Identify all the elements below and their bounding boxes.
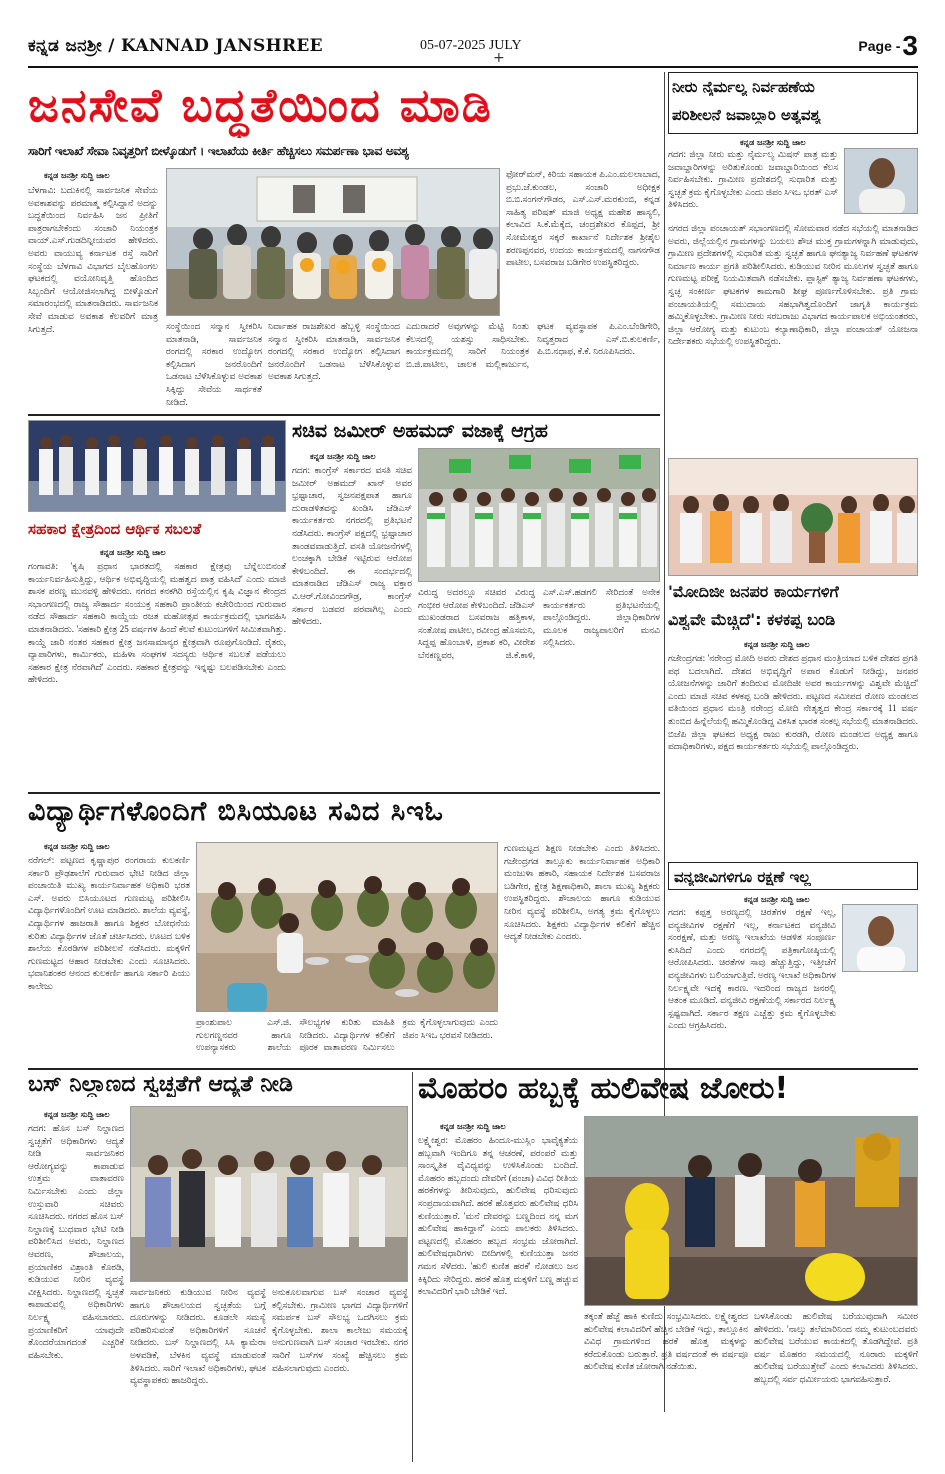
waqf-body-left: ಗದಗ: ಕಾಂಗ್ರೆಸ್ ಸರ್ಕಾರದ ವಸತಿ ಸಚಿವ ಜಮೀರ್ ಅಹಮದ್ ಖಾನ್ ಅವರ ಭ್ರಷ್ಟಾಚಾರ, ಸ್ವಜನಪಕ್ಷಪಾತ ಹಾಗೂ ದುರಾಡಳಿತವನ್ನು ಖಂಡಿಸಿ ಜೆಡಿಎಸ್ ಕಾರ್ಯಕರ್ತರು ನಗರದಲ್ಲಿ ಪ್ರತಿಭಟನೆ ನಡೆಸಿದರು. ಕಾಂಗ್ರೆಸ್ ಪಕ್ಷದಲ್ಲಿ ಭ್ರಷ್ಟಾಚಾರ ತಾಂಡವವಾಡುತ್ತಿದೆ. ವಸತಿ ಯೋಜನೆಗಳಲ್ಲಿ ಲಂಚಕ್ಕಾಗಿ ಬೇಡಿಕೆ ಇಟ್ಟಿರುವ ಆರೋಪ ಕೇಳಿಬಂದಿದೆ. ಈ ಸಂದರ್ಭದಲ್ಲಿ ಮಾತನಾಡಿದ ಜೆಡಿಎಸ್ ರಾಜ್ಯ ವಕ್ತಾರ ವಿ.ಆರ್.ಗೋವಿಂದಗೌಡ್ರ, ಕಾಂಗ್ರೆಸ್ ಸರ್ಕಾರ ಬಡವರ ಪರವಾಗಿಲ್ಲ ಎಂದು ಹೇಳಿದರು. — [292, 465, 412, 627]
coop-body: ಗಂಗಾವತಿ: 'ಕೃಷಿ ಪ್ರಧಾನ ಭಾರತದಲ್ಲಿ ಸಹಕಾರ ಕ್ಷೇತ್ರವು ಬೆನ್ನೆಲುಬಿನಂತೆ ಕಾರ್ಯನಿರ್ವಹಿಸುತ್ತಿದ್ದು, ಆರ್ಥಿಕ ಅಭಿವೃದ್ಧಿಯಲ್ಲಿ ಮಹತ್ವದ ಪಾತ್ರ ವಹಿಸಿದೆ' ಎಂದು ಮಾಜಿ ಶಾಸಕ ಪರಣ್ಣ ಮುನವಳ್ಳಿ ಹೇಳಿದರು. ನಗರದ ಕನಕಗಿರಿ ರಸ್ತೆಯಲ್ಲಿನ ಕೃಷಿ ವಿಜ್ಞಾನ ಕೇಂದ್ರದ ಸಭಾಂಗಣದಲ್ಲಿ ರಾಜ್ಯ ಸೌಹಾರ್ದ ಸಂಯುಕ್ತ ಸಹಕಾರಿ ಪ್ರಾಂತೀಯ ಕಚೇರಿಯಿಂದ ಗುರುವಾರ ನಡೆದ ಸೌಹಾರ್ದ ಸಹಕಾರಿ ಕಾಯ್ದೆಯ ರಜತ ಮಹೋತ್ಸವ ಕಾರ್ಯಕ್ರಮದಲ್ಲಿ ಭಾಗವಹಿಸಿ ಮಾತನಾಡಿದರು. 'ಸಹಕಾರಿ ಕ್ಷೇತ್ರ 25 ವರ್ಷಗಳ ಹಿಂದೆ ಕೆಲವೆ ಕುಟುಂಬಗಳಿಗೆ ಸೀಮಿತವಾಗಿತ್ತು. ಕಾಯ್ದೆ ಜಾರಿ ನಂತರ ಸಹಕಾರ ಕ್ಷೇತ್ರ ಜನಸಾಮಾನ್ಯರ ಕ್ಷೇತ್ರವಾಗಿ ರೂಪುಗೊಂಡಿದೆ. ರೈತರು, ವ್ಯಾಪಾರಿಗಳು, ಕಾರ್ಮಿಕರು, ಮಹಿಳಾ ಸಂಘಗಳ ಸದಸ್ಯರು ಆರ್ಥಿಕ ಸಬಲತೆ ಪಡೆಯಲು ಸಹಕಾರ ಕ್ಷೇತ್ರ ನೆರವಾಗಿದೆ' ಎಂದರು. ಸಹಕಾರ ಕ್ಷೇತ್ರವನ್ನು ಇನ್ನಷ್ಟು ಬಲಪಡಿಸಬೇಕು ಎಂದು ಹೇಳಿದರು. — [28, 561, 286, 685]
water-headline-line1: ನೀರು ನೈರ್ಮಲ್ಯ ನಿರ್ವಹಣೆಯ — [672, 78, 815, 96]
bus-photo — [130, 1106, 408, 1282]
ceo-photo — [196, 842, 498, 1012]
muharram-headline: ಮೊಹರಂ ಹಬ್ಬಕ್ಕೆ ಹುಲಿವೇಷ ಜೋರು! — [418, 1074, 789, 1106]
person-portrait — [843, 905, 918, 972]
masthead-rule — [28, 66, 918, 68]
water-body: ನಗರದ ಜಿಲ್ಲಾ ಪಂಚಾಯತ್ ಸಭಾಂಗಣದಲ್ಲಿ ಸೋಮವಾರ ನಡೆದ ಸಭೆಯಲ್ಲಿ ಮಾತನಾಡಿದ ಅವರು, ಜಿಲ್ಲೆಯಲ್ಲಿನ ಗ್ರಾಮಗಳನ್ನು ಬಯಲು ಶೌಚ ಮುಕ್ತ ಗ್ರಾಮಗಳನ್ನಾಗಿ ಮಾಡುವುದು, ಗ್ರಾಮೀಣ ಪ್ರದೇಶಗಳಲ್ಲಿ ಸುಧಾರಿತ ಮತ್ತು ಸ್ವಚ್ಛತೆ ಹಾಗೂ ಘನತ್ಯಾಜ್ಯ ನಿರ್ವಹಣೆ ಘಟಕಗಳ ನಿರ್ಮಾಣ ಕಾರ್ಯ ಪ್ರಗತಿ ಪರಿಶೀಲಿಸಿದರು. ಕುಡಿಯುವ ನೀರಿನ ಮೂಲಗಳ ಸ್ವಚ್ಛತೆ ಹಾಗೂ ಗುಣಮಟ್ಟ ಪರೀಕ್ಷೆ ನಿಯಮಿತವಾಗಿ ನಡೆಸಬೇಕು. ಪ್ಲಾಸ್ಟಿಕ್ ತ್ಯಾಜ್ಯ ನಿರ್ವಹಣಾ ಘಟಕಗಳು, ಸ್ವಚ್ಛ ಸಂಕೀರ್ಣ ಘಟಕಗಳ ಕಾಮಗಾರಿ ಶೀಘ್ರ ಪೂರ್ಣಗೊಳಿಸಬೇಕು. ಪ್ರತಿ ಗ್ರಾಮ ಪಂಚಾಯತಿಯಲ್ಲಿ ಸಮುದಾಯ ಸಹಭಾಗಿತ್ವದೊಂದಿಗೆ ಜಾಗೃತಿ ಕಾರ್ಯಕ್ರಮ ಹಮ್ಮಿಕೊಳ್ಳಬೇಕು. ಗ್ರಾಮೀಣ ನೀರು ಸರಬರಾಜು ವಿಭಾಗದ ಕಾರ್ಯಪಾಲಕ ಅಭಿಯಂತರರು, ಜಿಲ್ಲಾ ಆರೋಗ್ಯ ಮತ್ತು ಕುಟುಂಬ ಕಲ್ಯಾಣಾಧಿಕಾರಿ, ಜಿಲ್ಲಾ ಪಂಚಾಯತ್ ಯೋಜನಾ ನಿರ್ದೇಶಕರು ಸಭೆಯಲ್ಲಿ ಉಪಸ್ಥಿತರಿದ್ದರು. — [668, 223, 918, 347]
lead-body-col1: ಬೆಳಗಾವಿ: ಬದುಕಿನಲ್ಲಿ ಸಾರ್ವಜನಿಕ ಸೇವೆಯ ಅವಕಾಶವನ್ನು ಪರಮಾತ್ಮ ಕಲ್ಪಿಸಿದ್ದಾನೆ ಅದನ್ನು ಬದ್ಧತೆಯಿಂದ ನಿರ್ವಹಿಸಿ ಜನ ಪ್ರೀತಿಗೆ ಪಾತ್ರರಾಗಬೇಕೆಂದು ಸಂಚಾರಿ ನಿಯಂತ್ರಕ ವಾಯ್.ಎಸ್.ಗುಡದಿನ್ನೀಯವರ ಹೇಳಿದರು. ಅವರು ವಾಯುವ್ಯ ಕರ್ನಾಟಕ ರಸ್ತೆ ಸಾರಿಗೆ ಸಂಸ್ಥೆಯ ಬೆಳಗಾವಿ ವಿಭಾಗದ ಬೈಲಹೊಂಗಲ ಘಟಕದಲ್ಲಿ ವಯೋನಿವೃತ್ತಿ ಹೊಂದಿದ ಸಿಬ್ಬಂದಿಗೆ ಆಯೋಜಿಸಲಾಗಿದ್ದ ಬೀಳ್ಕೊಡುಗೆ ಸಮಾರಂಭದಲ್ಲಿ ಮಾತನಾಡಿದರು. ಸಾರ್ವಜನಿಕ ಸೇವೆ ಮಾಡುವ ಅವಕಾಶ ಕೆಲವರಿಗೆ ಮಾತ್ರ ಸಿಗುತ್ತದೆ. — [28, 185, 158, 334]
bus-headline: ಬಸ್ ನಿಲ್ದಾಣದ ಸ್ವಚ್ಛತೆಗೆ ಆದ್ಯತೆ ನೀಡಿ — [28, 1072, 293, 1097]
lead-photo — [166, 168, 500, 316]
lead-body-bottom2: ನಿರ್ವಾಹಕ ರಾಜಶೇಖರ ಹೆಬ್ಬಳ್ಳಿ ಸಂಸ್ಥೆಯಿಂದ ಸನ್ಮಾನ ಸ್ವೀಕರಿಸಿ ಮಾತನಾಡಿ, ಸಾರ್ವಜನಿಕ ರಂಗದಲ್ಲಿ ಸರಕಾರ ಉದ್ಯೋಗ ಕಲ್ಪಿಸಿದಾಗ ಜನರೊಂದಿಗೆ ಒಡನಾಟ ಬೆಳೆಸಿಕೊಳ್ಳುವ ಅವಕಾಶ ಸಿಗುತ್ತದೆ. — [268, 321, 400, 382]
middle-rule — [28, 792, 660, 794]
officer-portrait — [845, 149, 918, 214]
bus-body-col3: ಅನುಕೂಲವಾಗುವ ಬಸ್ ಸಂಚಾರ ವ್ಯವಸ್ಥೆ ಕಲ್ಪಿಸಬೇಕು. ಗ್ರಾಮೀಣ ಭಾಗದ ವಿದ್ಯಾರ್ಥಿಗಳಿಗೆ ಸಮರ್ಪಕ ಬಸ್ ಸೌಲಭ್ಯ ಒದಗಿಸಲು ಕ್ರಮ ಕೈಗೊಳ್ಳಬೇಕು. ಶಾಲಾ ಕಾಲೇಜು ಸಮಯಕ್ಕೆ ಅನುಗುಣವಾಗಿ ಬಸ್ ಸಂಚಾರ ಇರಬೇಕು. ನಗರ ಸಾರಿಗೆ ಬಸ್‌ಗಳ ಸಂಖ್ಯೆ ಹೆಚ್ಚಿಸಲು ಕ್ರಮ ವಹಿಸಲಾಗುವುದು ಎಂದರು. — [272, 1287, 408, 1373]
forest-headline: ವನ್ಯಜೀವಿಗಳಿಗೂ ರಕ್ಷಣೆ ಇಲ್ಲ — [674, 868, 811, 886]
bus-body-col2: ಸಾರ್ವಜನಿಕರು ಕುಡಿಯುವ ನೀರಿನ ವ್ಯವಸ್ಥೆ ಹಾಗೂ ಶೌಚಾಲಯದ ಸ್ವಚ್ಛತೆಯ ಬಗ್ಗೆ ದೂರುಗಳನ್ನು ನೀಡಿದರು. ಕೂಡಲೇ ಸಮಸ್ಯೆ ಪರಿಹರಿಸುವಂತೆ ಅಧಿಕಾರಿಗಳಿಗೆ ಸೂಚನೆ ನೀಡಿದರು. ಬಸ್ ನಿಲ್ದಾಣದಲ್ಲಿ ಸಿಸಿ ಕ್ಯಾಮೆರಾ ಅಳವಡಿಕೆ, ಬೆಳಕಿನ ವ್ಯವಸ್ಥೆ ಮಾಡುವಂತೆ ತಿಳಿಸಿದರು. ಸಾರಿಗೆ ಇಲಾಖೆ ಅಧಿಕಾರಿಗಳು, ಘಟಕ ವ್ಯವಸ್ಥಾಪಕರು ಹಾಜರಿದ್ದರು. — [130, 1287, 266, 1386]
water-officer-photo — [844, 148, 918, 214]
lower-rule — [28, 1068, 918, 1070]
masthead — [28, 30, 918, 64]
ceo-byline: ಕನ್ನಡ ಜನಶ್ರೀ ಸುದ್ದಿ ಜಾಲ — [44, 842, 110, 851]
muharram-byline: ಕನ್ನಡ ಜನಶ್ರೀ ಸುದ್ದಿ ಜಾಲ — [440, 1122, 506, 1131]
coop-byline: ಕನ್ನಡ ಜನಶ್ರೀ ಸುದ್ದಿ ಜಾಲ — [100, 548, 166, 557]
page-label: Page - — [858, 38, 901, 54]
lead-photo-image — [167, 169, 500, 316]
muharram-body-col3: ಬಳಸಿಕೊಂಡು ಹುಲಿವೇಷ ಬರೆಯುವುದಾಗಿ ಸಮೀರ ಹೇಳಿದರು. 'ನಾಲ್ಕು ತಲೆಮಾರಿನಿಂದ ನಮ್ಮ ಕುಟುಂಬದವರು ಹುಲಿವೇಷ ಬರೆಯುವ ಕಾಯಕದಲ್ಲಿ ತೊಡಗಿದ್ದೇವೆ. ಪ್ರತಿ ವರ್ಷ ಮೊಹರಂ ಸಮಯದಲ್ಲಿ ನೂರಾರು ಮಕ್ಕಳಿಗೆ ಹುಲಿವೇಷ ಬರೆಯುತ್ತೇವೆ' ಎಂದು ಕಲಾವಿದರು ತಿಳಿಸಿದರು. ಹಬ್ಬದಲ್ಲಿ ಸರ್ವ ಧರ್ಮೀಯರು ಭಾಗವಹಿಸುತ್ತಾರೆ. — [754, 1311, 918, 1384]
bus-body: ಗದಗ: ಹೊಸ ಬಸ್ ನಿಲ್ದಾಣದ ಸ್ವಚ್ಛತೆಗೆ ಅಧಿಕಾರಿಗಳು ಆದ್ಯತೆ ನೀಡಿ ಸಾರ್ವಜನಿಕರ ಆರೋಗ್ಯವನ್ನು ಕಾಪಾಡುವ ಉತ್ತಮ ವಾತಾವರಣ ನಿರ್ಮಿಸಬೇಕು ಎಂದು ಜಿಲ್ಲಾ ಉಸ್ತುವಾರಿ ಸಚಿವರು ಸೂಚಿಸಿದರು. ನಗರದ ಹೊಸ ಬಸ್ ನಿಲ್ದಾಣಕ್ಕೆ ಬುಧವಾರ ಭೇಟಿ ನೀಡಿ ಪರಿಶೀಲಿಸಿದ ಅವರು, ನಿಲ್ದಾಣದ ಆವರಣ, ಶೌಚಾಲಯ, ಪ್ರಯಾಣಿಕರ ವಿಶ್ರಾಂತಿ ಕೊಠಡಿ, ಕುಡಿಯುವ ನೀರಿನ ವ್ಯವಸ್ಥೆ ವೀಕ್ಷಿಸಿದರು. ನಿಲ್ದಾಣದಲ್ಲಿ ಸ್ವಚ್ಛತೆ ಕಾಪಾಡುವಲ್ಲಿ ಅಧಿಕಾರಿಗಳು ನಿರ್ಲಕ್ಷ್ಯ ವಹಿಸಬಾರದು. ಪ್ರಯಾಣಿಕರಿಗೆ ಯಾವುದೇ ತೊಂದರೆಯಾಗದಂತೆ ಎಚ್ಚರಿಕೆ ವಹಿಸಬೇಕು. — [28, 1123, 124, 1360]
coop-photo — [28, 420, 286, 512]
page-number-value: 3 — [902, 30, 918, 61]
coop-headline: ಸಹಕಾರ ಕ್ಷೇತ್ರದಿಂದ ಆರ್ಥಿಕ ಸಬಲತೆ — [28, 520, 202, 538]
waqf-body-right: ವಿರುದ್ಧ ಅದರಲ್ಲೂ ಸಚಿವರ ವಿರುದ್ಧ ಗಂಭೀರ ಆರೋಪ ಕೇಳಿಬಂದಿದೆ. ಜೆಡಿಎಸ್ ಮುಖಂಡರಾದ ಬಸವರಾಜ ಹತ್ತಿಕಾಳ, ಸಂತೋಷ ಪಾಟೀಲ, ರವೀಂದ್ರ ಹೊಸಮನಿ, ಸಿದ್ದಪ್ಪ ಹೊಂಬಾಳಿ, ಪ್ರಕಾಶ ಕರಿ, ವೀರೇಶ ಬೆನಕಣ್ಣವರ, ಜಿ.ಕೆ.ಕಾಳಿ, ಎಸ್.ಎಸ್.ಹಡಗಲಿ ಸೇರಿದಂತೆ ಅನೇಕ ಕಾರ್ಯಕರ್ತರು ಪ್ರತಿಭಟನೆಯಲ್ಲಿ ಪಾಲ್ಗೊಂಡಿದ್ದರು. ಜಿಲ್ಲಾಧಿಕಾರಿಗಳ ಮೂಲಕ ರಾಜ್ಯಪಾಲರಿಗೆ ಮನವಿ ಸಲ್ಲಿಸಿದರು. — [418, 587, 660, 660]
bus-inspection-image — [131, 1107, 408, 1282]
modi-body: ಗಜೇಂದ್ರಗಡ: 'ನರೇಂದ್ರ ಮೋದಿ ಅವರು ದೇಶದ ಪ್ರಧಾನ ಮಂತ್ರಿಯಾದ ಬಳಿಕ ದೇಶದ ಪ್ರಗತಿ ಪಥ ಬದಲಾಗಿದೆ. ದೇಶದ ಅಭಿವೃದ್ಧಿಗೆ ಅಪಾರ ಕೊಡುಗೆ ನೀಡಿದ್ದು, ಜನಪರ ಯೋಜನೆಗಳನ್ನು ಜಾರಿಗೆ ತಂದಿರುವ ಮೋದಿಜೀ ಅವರ ಕಾರ್ಯಗಳನ್ನು ವಿಶ್ವವೇ ಮೆಚ್ಚಿದೆ' ಎಂದು ಮಾಜಿ ಸಚಿವ ಕಳಕಪ್ಪ ಬಂಡಿ ಹೇಳಿದರು. ಪಟ್ಟಣದ ಸಮೀಪದ ರೋಣ ಮಂಡಲದ ವತಿಯಿಂದ ಪ್ರಧಾನ ಮಂತ್ರಿ ನರೇಂದ್ರ ಮೋದಿ ನೇತೃತ್ವದ ಕೇಂದ್ರ ಸರ್ಕಾರಕ್ಕೆ 11 ವರ್ಷ ತುಂಬಿದ ಹಿನ್ನೆಲೆಯಲ್ಲಿ ಹಮ್ಮಿಕೊಂಡಿದ್ದ ವಿಕಸಿತ ಭಾರತ ಸಂಕಲ್ಪ ಸಭೆಯಲ್ಲಿ ಮಾತನಾಡಿದರು. ಬಿಜೆಪಿ ಜಿಲ್ಲಾ ಘಟಕದ ಅಧ್ಯಕ್ಷ ರಾಜು ಕುರಡಗಿ, ರೋಣ ಮಂಡಲದ ಅಧ್ಯಕ್ಷ ಹಾಗೂ ಪದಾಧಿಕಾರಿಗಳು, ಪಕ್ಷದ ಕಾರ್ಯಕರ್ತರು ಸಭೆಯಲ್ಲಿ ಪಾಲ್ಗೊಂಡಿದ್ದರು. — [668, 653, 918, 752]
muharram-body-col2: ತಕ್ಕಂತೆ ಹೆಜ್ಜೆ ಹಾಕಿ ಕುಣಿದು ಸಂಭ್ರಮಿಸಿದರು. ಲಕ್ಷ್ಮೇಶ್ವರದ ಹುಲಿವೇಷ ಕಲಾವಿದರಿಗೆ ಹೆಚ್ಚಿನ ಬೇಡಿಕೆ ಇದ್ದು, ತಾಲ್ಲೂಕಿನ ವಿವಿಧ ಗ್ರಾಮಗಳಿಂದ ಹರಕೆ ಹೊತ್ತ ಮಕ್ಕಳನ್ನು ಕರೆದುಕೊಂಡು ಬರುತ್ತಾರೆ. ಪ್ರತಿ ವರ್ಷದಂತೆ ಈ ವರ್ಷವೂ ಹುಲಿವೇಷ ಕುಣಿತ ಜೋರಾಗಿ ನಡೆಯಿತು. — [584, 1311, 748, 1372]
newspaper-name: ಕನ್ನಡ ಜನಶ್ರೀ / KANNAD JANSHREE — [28, 36, 323, 56]
coop-event-image — [29, 421, 286, 512]
ceo-headline: ವಿದ್ಯಾರ್ಥಿಗಳೊಂದಿಗೆ ಬಿಸಿಯೂಟ ಸವಿದ ಸಿಇಓ — [28, 798, 444, 827]
lead-byline: ಕನ್ನಡ ಜನಶ್ರೀ ಸುದ್ದಿ ಜಾಲ — [44, 171, 110, 180]
muharram-body-col1: ಲಕ್ಷ್ಮೇಶ್ವರ: ಮೊಹರಂ ಹಿಂದೂ-ಮುಸ್ಲಿಂ ಭಾವೈಕ್ಯತೆಯ ಹಬ್ಬವಾಗಿ ಇಂದಿಗೂ ತನ್ನ ಆಚರಣೆ, ಪರಂಪರೆ ಮತ್ತು ಸಾಂಸ್ಕೃತಿಕ ವೈವಿಧ್ಯವನ್ನು ಉಳಿಸಿಕೊಂಡು ಬಂದಿದೆ. ಮೊಹರಂ ಹಬ್ಬದಂದು ದೇವರಿಗೆ (ಪಂಜಾ) ವಿವಿಧ ರೀತಿಯ ಹರಕೆಗಳನ್ನು ತೀರಿಸುವುದು, ಹುಲಿವೇಷ ಧರಿಸುವುದು ಸಂಪ್ರದಾಯವಾಗಿದೆ. ಹರಕೆ ಹೊತ್ತವರು ಹುಲಿವೇಷ ಧರಿಸಿ ಕುಣಿಯುತ್ತಾರೆ. 'ಮನೆ ದೇವರನ್ನು ಬಣ್ಣದಿಂದ ನನ್ನ ಮಗ ಹುಲಿವೇಷ ಹಾಕಿದ್ದಾನೆ' ಎಂದು ಪಾಲಕರು ತಿಳಿಸಿದರು. ಪಟ್ಟಣದಲ್ಲಿ ಮೊಹರಂ ಹಬ್ಬದ ಸಂಭ್ರಮ ಜೋರಾಗಿದೆ. ಹುಲಿವೇಷಧಾರಿಗಳು ಬೀದಿಗಳಲ್ಲಿ ಕುಣಿಯುತ್ತಾ ಜನರ ಗಮನ ಸೆಳೆದರು. 'ಹುಲಿ ಕುಣಿತ ಹರಕೆ' ನೋಡಲು ಜನ ಕಿಕ್ಕಿರಿದು ಸೇರಿದ್ದರು. ಹರಕೆ ಹೊತ್ತ ಮಕ್ಕಳಿಗೆ ಬಣ್ಣ ಹಚ್ಚುವ ಕಲಾವಿದರಿಗೆ ಭಾರಿ ಬೇಡಿಕೆ ಇದೆ. — [418, 1135, 578, 1297]
modi-event-image — [669, 459, 918, 576]
students-lunch-image — [197, 843, 498, 1012]
lead-body-bottom1: ಸಂಸ್ಥೆಯಿಂದ ಸನ್ಮಾನ ಸ್ವೀಕರಿಸಿ ಮಾತನಾಡಿ, ಸಾರ್ವಜನಿಕ ರಂಗದಲ್ಲಿ ಸರಕಾರ ಉದ್ಯೋಗ ಕಲ್ಪಿಸಿದಾಗ ಜನರೊಂದಿಗೆ ಒಡನಾಟ ಬೆಳೆಸಿಕೊಳ್ಳುವ ಅವಕಾಶ ಸಿಕ್ಕಿದ್ದು ಸೇವೆಯ ಸಾರ್ಥಕತೆ ನೀಡಿದೆ. — [166, 321, 262, 407]
modi-story-photo — [668, 458, 918, 576]
waqf-byline: ಕನ್ನಡ ಜನಶ್ರೀ ಸುದ್ದಿ ಜಾಲ — [310, 452, 376, 461]
water-byline: ಕನ್ನಡ ಜನಶ್ರೀ ಸುದ್ದಿ ಜಾಲ — [740, 138, 806, 147]
lead-headline: ಜನಸೇವೆ ಬದ್ಧತೆಯಿಂದ ಮಾಡಿ — [28, 82, 493, 132]
protest-image — [419, 449, 660, 582]
bottom-column-rule — [412, 1072, 413, 1462]
modi-headline-line2: ವಿಶ್ವವೇ ಮೆಚ್ಚಿದೆ': ಕಳಕಪ್ಪ ಬಂಡಿ — [668, 610, 836, 629]
ceo-body-bottom: ಪ್ರಾಂಶುಪಾಲ ಎಸ್.ಜಿ. ಗುಲಗಣ್ಣನವರ ಹಾಗೂ ಉಪನ್ಯಾಸಕರು ಶಾಲೆಯ ಸೌಲಭ್ಯಗಳ ಕುರಿತು ಮಾಹಿತಿ ನೀಡಿದರು. ವಿದ್ಯಾರ್ಥಿಗಳ ಕಲಿಕೆಗೆ ಪೂರಕ ವಾತಾವರಣ ನಿರ್ಮಿಸಲು ಕ್ರಮ ಕೈಗೊಳ್ಳಲಾಗುವುದು ಎಂದು ಜಿಪಂ ಸಿಇಒ ಭರವಸೆ ನೀಡಿದರು. — [196, 1017, 498, 1053]
lead-bottom-rule — [28, 414, 660, 416]
lead-subhead: ಸಾರಿಗೆ ಇಲಾಖೆ ಸೇವಾ ನಿವೃತ್ತರಿಗೆ ಬೀಳ್ಕೊಡುಗೆ । ಇಲಾಖೆಯ ಕೀರ್ತಿ ಹೆಚ್ಚಿಸಲು ಸಮರ್ಪಣಾ ಭಾವ ಅವಶ್ಯ — [28, 144, 409, 158]
waqf-photo — [418, 448, 660, 582]
bus-byline: ಕನ್ನಡ ಜನಶ್ರೀ ಸುದ್ದಿ ಜಾಲ — [44, 1110, 110, 1119]
issue-date: 05-07-2025 JULY — [420, 38, 522, 53]
lead-body-col2: ಫೋರ್‌ಮನ್, ಕಿರಿಯ ಸಹಾಯಕ ಪಿ.ಎಂ.ಮಲಲಾಬಾದ, ಪ್ರಭು.ಜೆ.ಕುಂಡಲ, ಸಂಚಾರಿ ಅಧೀಕ್ಷಕ ಬಿ.ಬಿ.ಸಂಗನ್‌ಗೌಡರ, ಎಸ್.ಎಸ್.ಮರಕುಂಬಿ, ಕನ್ನಡ ಸಾಹಿತ್ಯ ಪರಿಷತ್ ಮಾಜಿ ಅಧ್ಯಕ್ಷ ಮಹೇಶ ಹಾಸ್ಯಲಿ, ಕಲಾವಿದ ಸಿ.ಕೆ.ಮೆಕ್ಕೆದ, ಚಂದ್ರಶೇಖರ ಕೊಪ್ಪದ, ಶ್ರೀ ಸೋಮೇಶ್ವರ ಸಕ್ಕರೆ ಕಾರ್ಖಾನೆ ನಿರ್ದೇಶಕ ಶ್ರೀಶೈಲ ಶರಣಪ್ಪನವರ, ಉದಯ ಕಾರ್ಯಕ್ರಮದಲ್ಲಿ ನಾಗನಗೌಡ ಪಾಟೀಲ, ಬಸವರಾಜ ಬಡಿಗೇರ ಉಪಸ್ಥಿತರಿದ್ದರು. — [506, 169, 660, 268]
water-headline-line2: ಪರಿಶೀಲನೆ ಜವಾಬ್ದಾರಿ ಅತ್ಯವಶ್ಯ — [672, 106, 821, 124]
tiger-dance-image — [585, 1117, 918, 1306]
page-number — [858, 30, 918, 62]
ceo-body-right: ಗುಣಮಟ್ಟದ ಶಿಕ್ಷಣ ನೀಡಬೇಕು ಎಂದು ತಿಳಿಸಿದರು. ಗಜೇಂದ್ರಗಡ ತಾಲ್ಲೂಕು ಕಾರ್ಯನಿರ್ವಾಹಕ ಅಧಿಕಾರಿ ಮಂಜುಳಾ ಹಕಾರಿ, ಸಹಾಯಕ ನಿರ್ದೇಶಕ ಬಸವರಾಜ ಬಡಿಗೇರ, ಕ್ಷೇತ್ರ ಶಿಕ್ಷಣಾಧಿಕಾರಿ, ಶಾಲಾ ಮುಖ್ಯ ಶಿಕ್ಷಕರು ಉಪಸ್ಥಿತರಿದ್ದರು. ಶೌಚಾಲಯ ಹಾಗೂ ಕುಡಿಯುವ ನೀರಿನ ವ್ಯವಸ್ಥೆ ಪರಿಶೀಲಿಸಿ, ಅಗತ್ಯ ಕ್ರಮ ಕೈಗೊಳ್ಳಲು ಸೂಚಿಸಿದರು. ಶಿಕ್ಷಕರು ವಿದ್ಯಾರ್ಥಿಗಳ ಕಲಿಕೆಗೆ ಹೆಚ್ಚಿನ ಆದ್ಯತೆ ನೀಡಬೇಕು ಎಂದರು. — [504, 843, 660, 942]
ceo-body-left: ನರೆಗಲ್: ಪಟ್ಟಣದ ಕೃಷ್ಣಾಪುರ ರಂಗರಾಯ ಕುಲಕರ್ಣಿ ಸರ್ಕಾರಿ ಪ್ರೌಢಶಾಲೆಗೆ ಗುರುವಾರ ಭೇಟಿ ನೀಡಿದ ಜಿಲ್ಲಾ ಪಂಚಾಯಿತಿ ಮುಖ್ಯ ಕಾರ್ಯನಿರ್ವಾಹಕ ಅಧಿಕಾರಿ ಭರತ ಎಸ್. ಅವರು ಬಿಸಿಯೂಟದ ಗುಣಮಟ್ಟ ಪರಿಶೀಲಿಸಿ ವಿದ್ಯಾರ್ಥಿಗಳೊಂದಿಗೆ ಊಟ ಮಾಡಿದರು. ಶಾಲೆಯ ವ್ಯವಸ್ಥೆ, ವಿದ್ಯಾರ್ಥಿಗಳ ಹಾಜರಾತಿ ಹಾಗೂ ಶಿಕ್ಷಕರ ಬೋಧನೆಯ ಕುರಿತು ವಿದ್ಯಾರ್ಥಿಗಳ ಜೊತೆ ಚರ್ಚಿಸಿದರು. ಊಟದ ಬಳಿಕ ಶಾಲೆಯ ಕೊಠಡಿಗಳ ಪರಿಶೀಲನೆ ನಡೆಸಿದರು. ಮಕ್ಕಳಿಗೆ ಗುಣಮಟ್ಟದ ಆಹಾರ ನೀಡಬೇಕು ಎಂದು ಸೂಚಿಸಿದರು. ಭವಾನಿಶಂಕರ ಆನಂದ ಕುಲಕರ್ಣಿ ಹಾಗೂ ಸರ್ಕಾರಿ ಪಿಯು ಕಾಲೇಜು — [28, 855, 190, 991]
forest-byline: ಕನ್ನಡ ಜನಶ್ರೀ ಸುದ್ದಿ ಜಾಲ — [744, 895, 810, 904]
lead-body-bottom3: ಎದುರಾದರೆ ಅವುಗಳನ್ನು ಮೆಟ್ಟಿ ನಿಂತು ಕೆಲಸದಲ್ಲಿ ಯಶಸ್ಸು ಸಾಧಿಸಬೇಕು. ಕಾರ್ಯಕ್ರಮದಲ್ಲಿ ಸಾರಿಗೆ ನಿಯಂತ್ರಕ ಬಿ.ಜಿ.ಪಾಟೀಲ, ಚಾಲಕ ಮಲ್ಲಿಕಾರ್ಜುನ, ಘಟಕ ವ್ಯವಸ್ಥಾಪಕ ಪಿ.ಎಂ.ಬೆಂಡಿಗೇರಿ, ನಿವೃತ್ತರಾದ ಎಸ್.ಬಿ.ಕುಲಕರ್ಣಿ, ಪಿ.ಬಿ.ನಧಾಫ, ಕೆ.ಕೆ. ನಿರೂಪಿಸಿದರು. — [406, 321, 660, 369]
forest-person-photo — [842, 904, 918, 972]
water-body-lead: ಗದಗ: ಜಿಲ್ಲಾ ನೀರು ಮತ್ತು ನೈರ್ಮಲ್ಯ ಮಿಷನ್ ಪಾತ್ರ ಮತ್ತು ಜವಾಬ್ದಾರಿಗಳನ್ನು ಅರಿತುಕೊಂಡು ಜವಾಬ್ದಾರಿಯಿಂದ ಕೆಲಸ ನಿರ್ವಹಿಸಬೇಕು. ಗ್ರಾಮೀಣ ಪ್ರದೇಶದಲ್ಲಿ ಸುಧಾರಿತ ಮತ್ತು ಸ್ವಚ್ಛತೆ ಕ್ರಮ ಕೈಗೊಳ್ಳಬೇಕು ಎಂದು ಜಿಪಂ ಸಿಇಒ ಭರತ್ ಎಸ್ ತಿಳಿಸಿದರು. — [668, 149, 838, 210]
registration-mark: + — [493, 50, 505, 66]
muharram-photo — [584, 1116, 918, 1306]
modi-headline-line1: 'ಮೋದಿಜೀ ಜನಪರ ಕಾರ್ಯಗಳಿಗೆ — [668, 582, 839, 601]
modi-byline: ಕನ್ನಡ ಜನಶ್ರೀ ಸುದ್ದಿ ಜಾಲ — [744, 640, 810, 649]
waqf-headline: ಸಚಿವ ಜಮೀರ್ ಅಹಮದ್ ವಜಾಕ್ಕೆ ಆಗ್ರಹ — [292, 420, 548, 442]
forest-body-lead: ಗದಗ: ಕಪ್ಪತ್ತ ಅರಣ್ಯದಲ್ಲಿ ಚಿರತೆಗಳ ರಕ್ಷಣೆ ಇಲ್ಲ, ವನ್ಯಜೀವಿಗಳ ರಕ್ಷಣೆಗೆ ಇಲ್ಲ, ಕರ್ನಾಟಕದ ವನ್ಯಜೀವಿ ಸಂರಕ್ಷಣೆ, ಮತ್ತು ಅರಣ್ಯ ಇಲಾಖೆಯ ಆಡಳಿತ ಸಂಪೂರ್ಣ ಕುಸಿದಿದೆ ಎಂದು ನಗರದಲ್ಲಿ ಪತ್ರಿಕಾಗೋಷ್ಠಿಯಲ್ಲಿ ಆರೋಪಿಸಿದರು. ಚಿರತೆಗಳ ಸಾವು ಹೆಚ್ಚುತ್ತಿದ್ದು, ಇತ್ತೀಚೆಗೆ ವನ್ಯಜೀವಿಗಳು ಬಲಿಯಾಗುತ್ತಿವೆ. ಅರಣ್ಯ ಇಲಾಖೆ ಅಧಿಕಾರಿಗಳ ನಿರ್ಲಕ್ಷ್ಯವೇ ಇದಕ್ಕೆ ಕಾರಣ. ಇದರಿಂದ ರಾಜ್ಯದ ಜನರಲ್ಲಿ ಆತಂಕ ಮೂಡಿದೆ. ವನ್ಯಜೀವಿ ರಕ್ಷಣೆಯಲ್ಲಿ ಸರ್ಕಾರದ ನಿರ್ಲಕ್ಷ್ಯ ಸ್ಪಷ್ಟವಾಗಿದೆ. ಸರ್ಕಾರ ತಕ್ಷಣ ಎಚ್ಚೆತ್ತು ಕ್ರಮ ಕೈಗೊಳ್ಳಬೇಕು ಎಂದು ಆಗ್ರಹಿಸಿದರು. — [668, 907, 836, 1031]
